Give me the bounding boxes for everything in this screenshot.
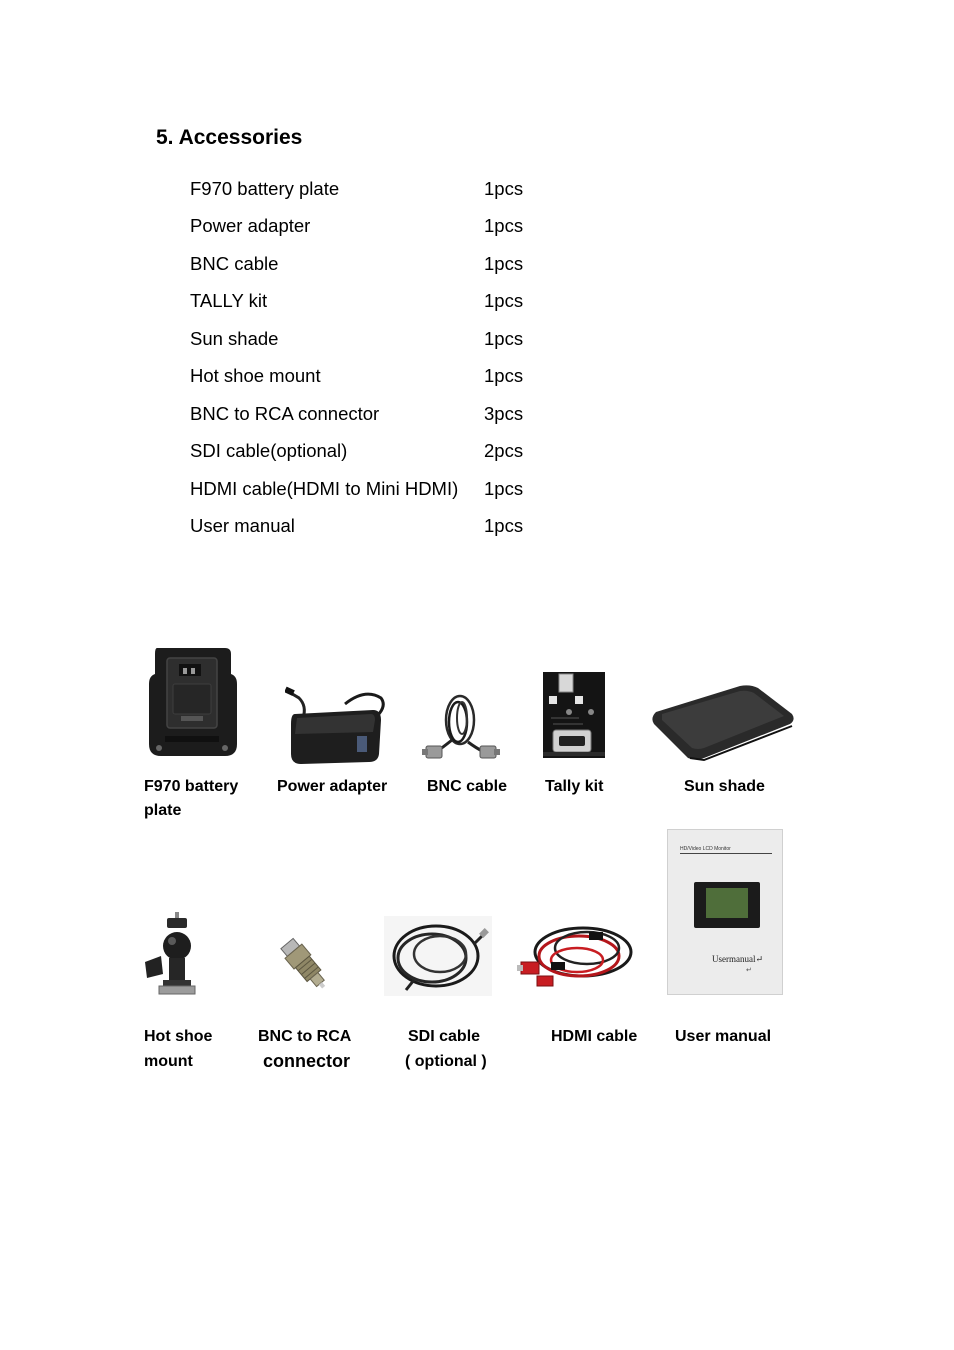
sdi-cable-photo	[384, 916, 492, 996]
caption-sdi-cable	[405, 1028, 487, 1071]
item-qty: 1pcs	[484, 328, 524, 349]
bnc-rca-connector-photo	[276, 935, 334, 995]
caption-line: BNC to RCA	[258, 1028, 352, 1045]
caption-power-adapter: Power adapter	[277, 778, 388, 795]
sun-shade-photo	[650, 682, 796, 764]
caption-line: connector	[263, 1051, 351, 1071]
manual-cover-title: HD/Video LCD Monitor	[680, 846, 731, 852]
manual-cover-rule	[680, 853, 772, 854]
caption-line: Hot shoe	[144, 1028, 213, 1045]
caption-tally-kit: Tally kit	[545, 778, 604, 795]
item-name: TALLY kit	[190, 290, 268, 311]
item-qty: 1pcs	[484, 365, 524, 386]
item-name: F970 battery plate	[190, 178, 340, 199]
item-name: HDMI cable(HDMI to Mini HDMI)	[190, 478, 459, 499]
caption-bnc-cable: BNC cable	[427, 778, 508, 795]
item-qty: 1pcs	[484, 478, 524, 499]
tally-kit-photo	[539, 666, 609, 764]
battery-plate-photo	[145, 644, 240, 762]
power-adapter-photo	[285, 684, 387, 766]
manual-cover-screen	[706, 888, 748, 918]
caption-bnc-rca	[258, 1028, 351, 1072]
caption-line: F970 battery	[144, 778, 239, 795]
caption-line: ( optional )	[405, 1053, 487, 1070]
user-manual-photo	[667, 829, 783, 995]
caption-sun-shade: Sun shade	[684, 778, 765, 795]
item-name: BNC to RCA connector	[190, 403, 380, 424]
caption-line: mount	[144, 1053, 193, 1070]
item-name: Power adapter	[190, 215, 311, 236]
manual-cover-monitor	[694, 882, 760, 928]
caption-line: SDI cable	[408, 1028, 481, 1045]
caption-line: plate	[144, 802, 182, 819]
section-title: 5. Accessories	[156, 126, 303, 149]
hot-shoe-mount-photo	[141, 910, 199, 998]
item-qty: 1pcs	[484, 253, 524, 274]
item-qty: 1pcs	[484, 215, 524, 236]
item-qty: 2pcs	[484, 440, 524, 461]
caption-hot-shoe	[144, 1028, 212, 1071]
item-qty: 3pcs	[484, 403, 524, 424]
item-name: BNC cable	[190, 253, 279, 274]
bnc-cable-photo	[422, 692, 502, 766]
item-name: SDI cable(optional)	[190, 440, 348, 461]
item-qty: 1pcs	[484, 178, 524, 199]
manual-cover-label: Usermanual↵	[712, 954, 764, 964]
return-mark-icon: ↵	[746, 967, 752, 974]
caption-hdmi-cable: HDMI cable	[551, 1028, 638, 1045]
caption-battery-plate	[144, 778, 238, 820]
item-name: Sun shade	[190, 328, 279, 349]
item-name: Hot shoe mount	[190, 365, 321, 386]
item-qty: 1pcs	[484, 515, 524, 536]
item-name: User manual	[190, 515, 295, 536]
hdmi-cable-photo	[517, 918, 637, 996]
caption-user-manual: User manual	[675, 1028, 772, 1045]
item-qty: 1pcs	[484, 290, 524, 311]
